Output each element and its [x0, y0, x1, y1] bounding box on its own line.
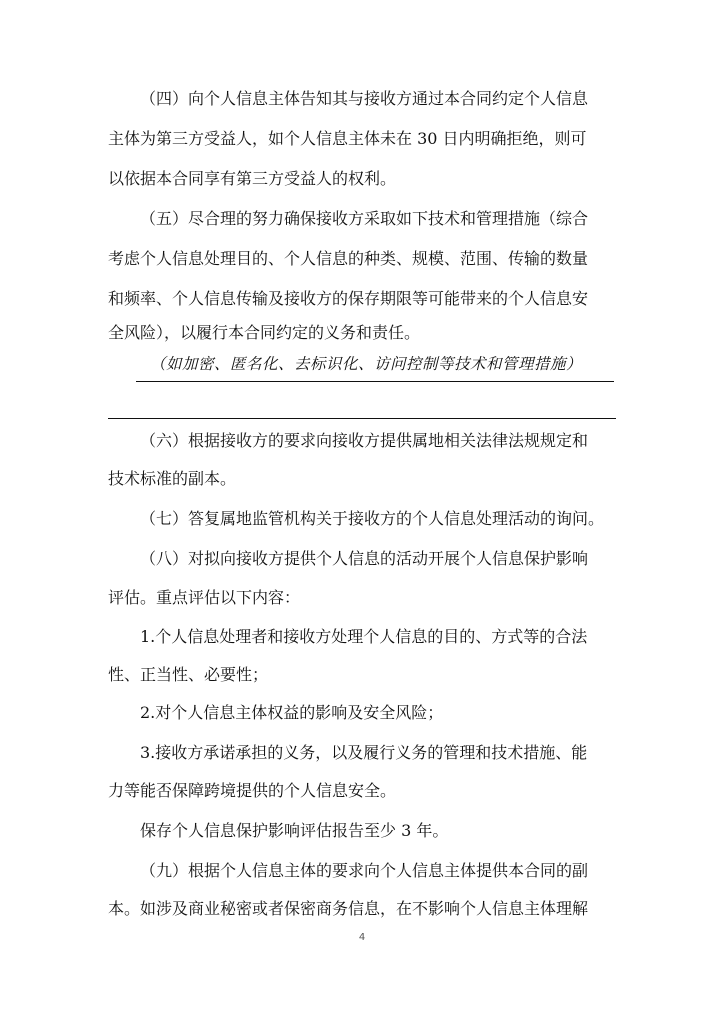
- clause-9-line-1: （九）根据个人信息主体的要求向个人信息主体提供本合同的副: [140, 861, 589, 880]
- fill-in-note: （如加密、匿名化、去标识化、访问控制等技术和管理措施）: [150, 355, 583, 373]
- clause-8-line-2: 评估。重点评估以下内容：: [108, 588, 301, 607]
- item-3-line-2: 力等能否保障跨境提供的个人信息安全。: [108, 781, 397, 800]
- retention-line: 保存个人信息保护影响评估报告至少 3 年。: [140, 821, 449, 840]
- clause-6-line-2: 技术标准的副本。: [108, 469, 237, 488]
- clause-5-line-1: （五）尽合理的努力确保接收方采取如下技术和管理措施（综合: [140, 209, 589, 228]
- fill-in-blank-line: [108, 418, 616, 419]
- page-number: 4: [358, 932, 366, 943]
- item-1-line-2: 性、正当性、必要性；: [108, 665, 269, 684]
- clause-4-line-1: （四）向个人信息主体告知其与接收方通过本合同约定个人信息: [140, 89, 589, 108]
- clause-9-line-2: 本。如涉及商业秘密或者保密商务信息，在不影响个人信息主体理解: [108, 899, 589, 918]
- clause-6-line-1: （六）根据接收方的要求向接收方提供属地相关法律法规规定和: [140, 431, 589, 450]
- fill-in-underline: [136, 381, 614, 382]
- clause-4-line-2: 主体为第三方受益人，如个人信息主体未在 30 日内明确拒绝，则可: [108, 129, 587, 148]
- clause-5-line-2: 考虑个人信息处理目的、个人信息的种类、规模、范围、传输的数量: [108, 249, 589, 268]
- item-1-line-1: 1.个人信息处理者和接收方处理个人信息的目的、方式等的合法: [140, 627, 588, 646]
- item-2-line-1: 2.对个人信息主体权益的影响及安全风险；: [140, 703, 444, 722]
- clause-4-line-3: 以依据本合同享有第三方受益人的权利。: [108, 169, 397, 188]
- clause-5-line-3: 和频率、个人信息传输及接收方的保存期限等可能带来的个人信息安: [108, 289, 589, 308]
- item-3-line-1: 3.接收方承诺承担的义务，以及履行义务的管理和技术措施、能: [140, 743, 588, 762]
- clause-7-line-1: （七）答复属地监管机构关于接收方的个人信息处理活动的询问。: [140, 509, 605, 528]
- clause-8-line-1: （八）对拟向接收方提供个人信息的活动开展个人信息保护影响: [140, 549, 589, 568]
- clause-5-line-4: 全风险），以履行本合同约定的义务和责任。: [108, 323, 421, 342]
